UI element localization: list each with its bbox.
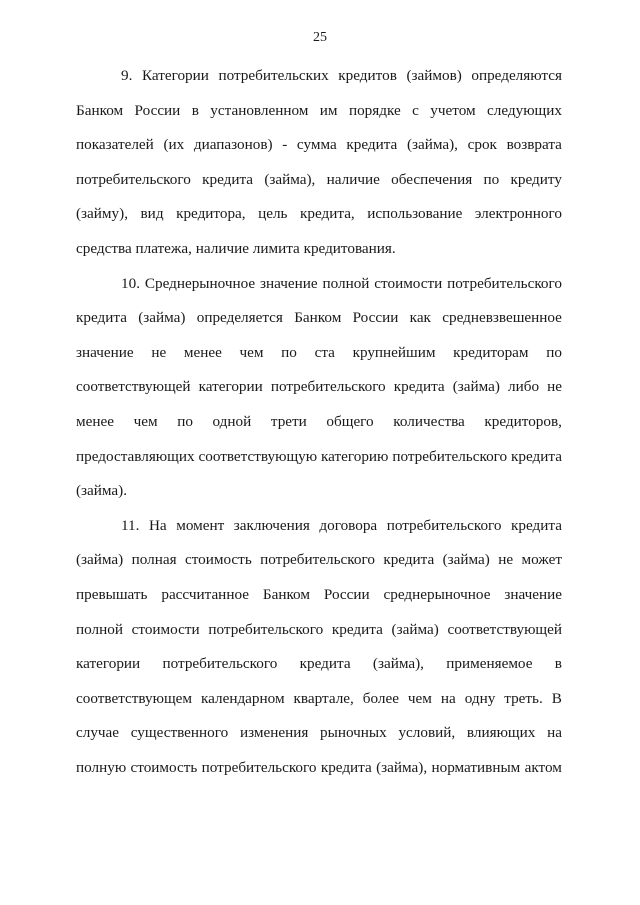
word: чем	[239, 343, 264, 361]
word: возврата	[506, 136, 562, 154]
word: потребительского	[270, 378, 386, 396]
word: определяются	[471, 67, 562, 84]
word: предоставляющих	[76, 447, 195, 465]
text-line	[76, 343, 562, 378]
word: (займа)	[452, 378, 500, 396]
word: России	[352, 309, 399, 327]
word: определяется	[196, 309, 283, 327]
word: показателей	[76, 136, 154, 154]
word: сумма	[296, 136, 337, 154]
word: кредита	[331, 620, 383, 638]
word: (их	[163, 136, 185, 154]
word: либо	[508, 378, 540, 396]
word: полная	[131, 551, 177, 569]
word: количества	[393, 412, 465, 430]
word: по	[483, 170, 500, 188]
text-line	[76, 654, 562, 689]
word: превышать	[76, 585, 148, 603]
word: потребительских	[218, 67, 329, 84]
word: следующих	[487, 101, 562, 119]
word: на	[547, 724, 562, 742]
word: потребительского	[447, 274, 562, 292]
word: рыночных	[320, 724, 387, 742]
paragraph-9	[76, 66, 562, 274]
text-line	[76, 447, 562, 482]
word: На	[148, 516, 167, 534]
text-line	[76, 585, 562, 620]
word: категории	[198, 378, 263, 396]
word: кредиторам	[453, 343, 529, 361]
word: кредита	[511, 447, 562, 465]
word: может	[521, 551, 562, 569]
word: по	[177, 412, 193, 430]
text-line	[76, 274, 562, 309]
word: 9.	[121, 67, 133, 84]
word: заключения	[233, 516, 310, 534]
word: установленном	[210, 101, 309, 119]
word: одной	[212, 412, 252, 430]
text-line	[76, 170, 562, 205]
word: в	[191, 101, 199, 119]
word: момент	[176, 516, 225, 534]
word: потребительского	[392, 447, 508, 465]
word: соответствующей	[447, 620, 562, 638]
word: средневзвешенное	[442, 309, 562, 327]
word: (займа),	[406, 136, 458, 154]
word: (займа)	[391, 620, 439, 638]
word: изменения	[239, 724, 309, 742]
word: -	[282, 136, 288, 154]
word: актом	[524, 758, 562, 776]
word: договора	[319, 516, 378, 534]
word: Банком	[294, 309, 342, 327]
text-line	[76, 550, 562, 585]
word: Среднерыночное	[144, 274, 256, 292]
word: срок	[467, 136, 497, 154]
word: потребительского	[76, 170, 191, 188]
word: потребительского	[208, 620, 324, 638]
text-line: (займа).	[76, 482, 128, 500]
word: соответствующей	[76, 378, 191, 396]
text-line	[76, 758, 562, 793]
word: наличие	[326, 170, 380, 188]
word: кредитора,	[176, 205, 246, 223]
word: не	[547, 378, 562, 396]
word: среднерыночное	[383, 585, 491, 603]
word: кредита	[383, 551, 435, 569]
word: трети	[270, 412, 307, 430]
word: (займа),	[264, 170, 316, 188]
word: стоимость	[130, 758, 198, 776]
text-line	[76, 377, 562, 412]
word: влияющих	[466, 724, 536, 742]
word: общего	[326, 412, 374, 430]
word: потребительского	[260, 551, 375, 569]
word: кредиторов,	[484, 412, 562, 430]
text-line	[76, 689, 562, 724]
word: полной	[76, 620, 123, 638]
word: с	[412, 101, 419, 119]
page-number: 25	[313, 30, 327, 45]
word: Банком	[76, 101, 124, 119]
word: категорию	[321, 447, 389, 465]
word: менее	[76, 412, 114, 430]
text-line	[76, 412, 562, 447]
word: кредита	[393, 378, 445, 396]
word: (займу),	[76, 205, 128, 223]
word: кредитов	[338, 67, 397, 84]
text-line	[76, 101, 562, 136]
word: одну	[464, 689, 496, 707]
text-line	[76, 516, 562, 551]
word: соответствующую	[198, 447, 318, 465]
word: (займов)	[406, 67, 462, 84]
word: (займа)	[76, 551, 124, 569]
word: соответствующем	[76, 689, 193, 707]
word: рассчитанное	[161, 585, 249, 603]
word: России	[134, 101, 181, 119]
text-line	[76, 620, 562, 655]
word: Банком	[262, 585, 310, 603]
word: России	[323, 585, 370, 603]
word: на	[440, 689, 456, 707]
word: менее	[183, 343, 222, 361]
word: крупнейшим	[352, 343, 436, 361]
word: стоимость	[184, 551, 252, 569]
word: не	[151, 343, 167, 361]
word: (займа),	[376, 758, 428, 776]
word: диапазонов)	[193, 136, 273, 154]
word: стоимости	[131, 620, 200, 638]
word: квартале,	[293, 689, 354, 707]
word: чем	[407, 689, 432, 707]
word: кредита	[320, 758, 372, 776]
word: ста	[314, 343, 335, 361]
text-line	[76, 135, 562, 170]
word: кредита	[76, 309, 127, 327]
word: использование	[367, 205, 463, 223]
word: нормативным	[431, 758, 521, 776]
word: кредита	[346, 136, 398, 154]
text-line	[76, 723, 562, 758]
word: полной	[322, 274, 370, 292]
word: не	[498, 551, 514, 569]
word: 10.	[121, 274, 140, 292]
word: учетом	[430, 101, 476, 119]
text-line: средства платежа, наличие лимита кредитования.	[76, 239, 396, 257]
word: потребительского	[162, 655, 278, 673]
word: применяемое	[446, 655, 533, 673]
word: календарном	[200, 689, 285, 707]
word: (займа)	[442, 551, 490, 569]
word: порядке	[348, 101, 401, 119]
word: кредита	[511, 516, 562, 534]
word: 11.	[121, 516, 140, 534]
text-line	[76, 308, 562, 343]
paragraph-10	[76, 274, 562, 516]
word: кредиту	[510, 170, 562, 188]
word: Категории	[141, 67, 209, 84]
word: случае	[76, 724, 120, 742]
word: потребительского	[386, 516, 502, 534]
word: по	[546, 343, 562, 361]
word: значение	[259, 274, 318, 292]
word: треть.	[504, 689, 543, 707]
text-line	[76, 66, 562, 101]
word: условий,	[398, 724, 456, 742]
word: значение	[76, 343, 134, 361]
word: как	[409, 309, 431, 327]
word: обеспечения	[391, 170, 473, 188]
word: вид	[140, 205, 164, 223]
word: кредита	[299, 655, 351, 673]
word: электронного	[474, 205, 562, 223]
word: потребительского	[201, 758, 317, 776]
word: полную	[76, 758, 127, 776]
word: чем	[133, 412, 158, 430]
text-line	[76, 204, 562, 239]
word: более	[362, 689, 399, 707]
word: В	[551, 689, 562, 707]
word: значение	[504, 585, 562, 603]
paragraph-11	[76, 516, 562, 793]
word: им	[319, 101, 338, 119]
word: существенного	[130, 724, 229, 742]
word: (займа)	[138, 309, 186, 327]
word: цель	[258, 205, 288, 223]
document-body	[76, 66, 562, 792]
word: кредита	[202, 170, 254, 188]
word: кредита,	[300, 205, 355, 223]
word: в	[554, 655, 562, 673]
word: по	[281, 343, 297, 361]
word: (займа),	[372, 655, 424, 673]
word: категории	[76, 655, 141, 673]
word: стоимости	[374, 274, 443, 292]
